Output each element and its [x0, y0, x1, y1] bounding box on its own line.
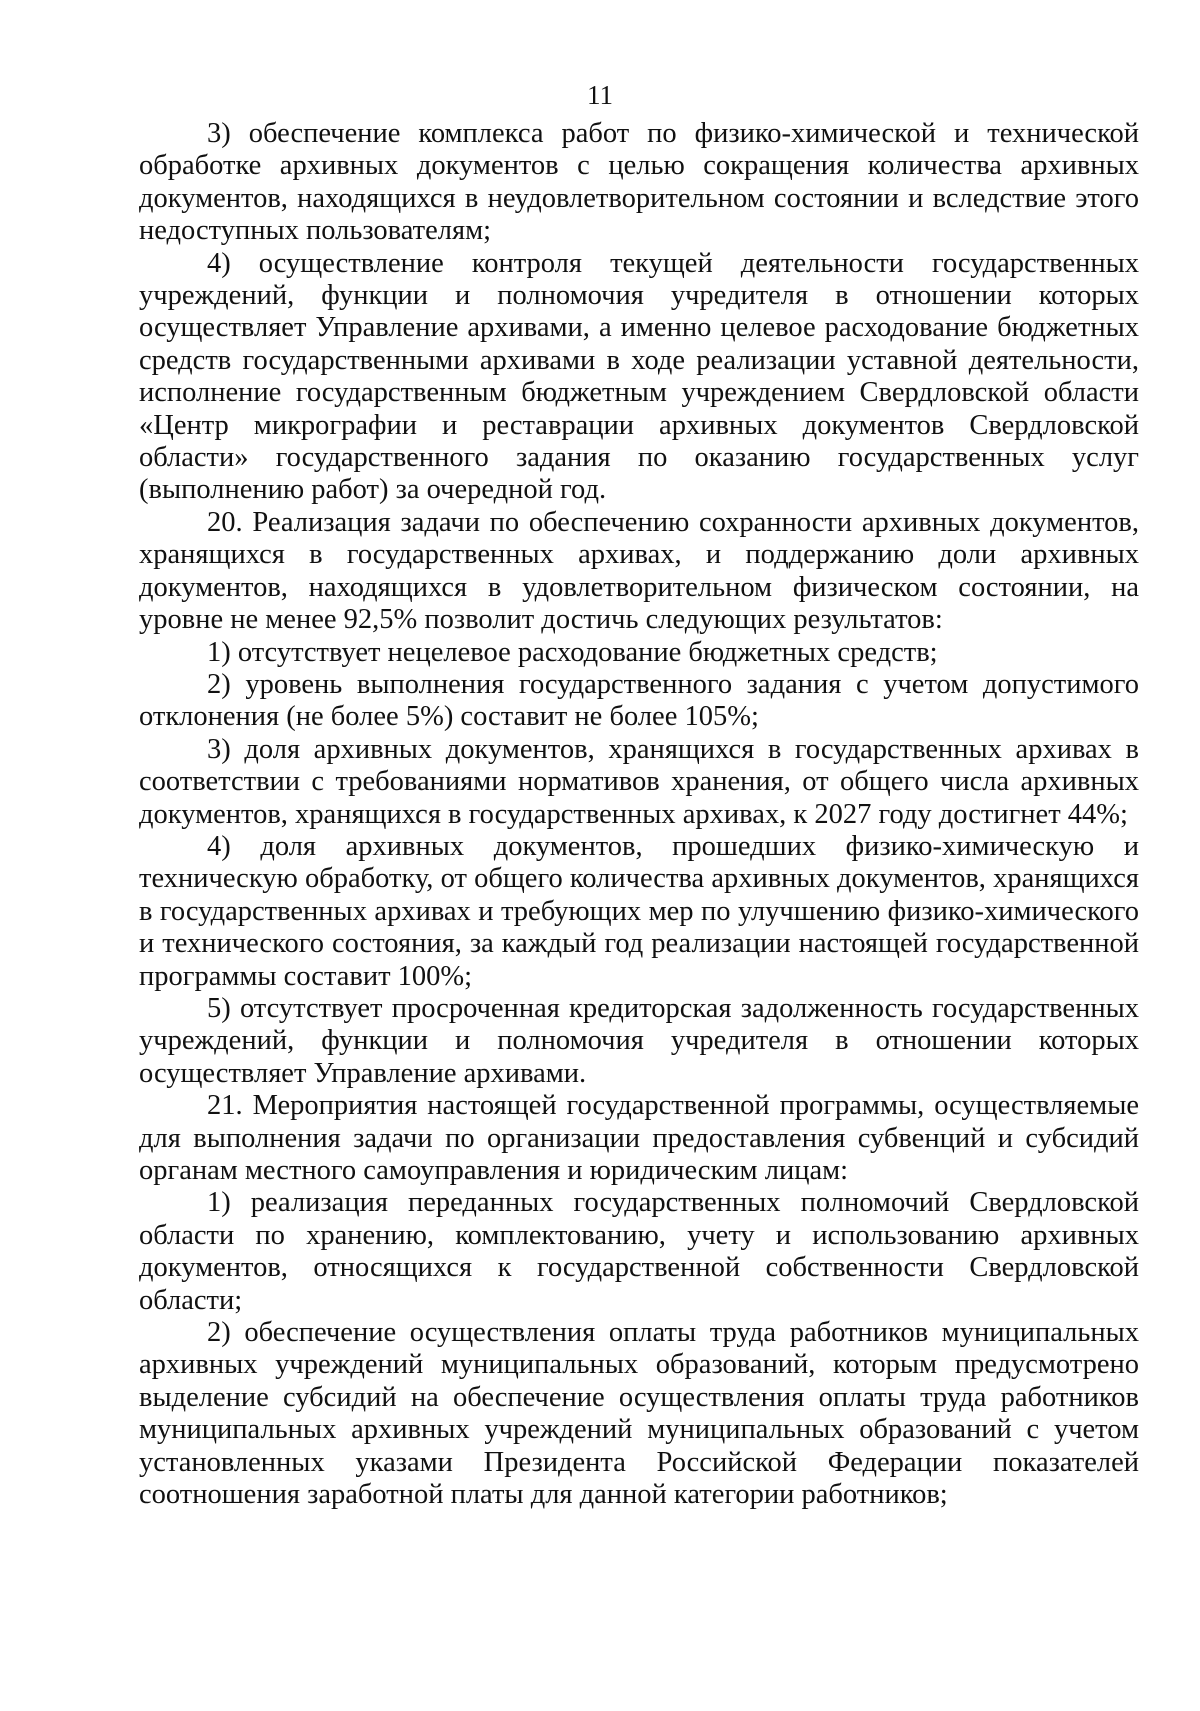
paragraph-result-3: 3) доля архивных документов, хранящихся в государственных архивах в соответствии с требованиями нормативов хранения, от общего числа архивных документов, хранящихся в государственных архивах, к 2027 году достигнет 44%;	[139, 733, 1139, 830]
paragraph-item-4-activity-control: 4) осуществление контроля текущей деятельности государственных учреждений, функции и полномочия учредителя в отношении которых осуществляет Управление архивами, а именно целевое расходование бюджетных средств государственными архивами в ходе реализации уставной деятельности, исполнение государственным бюджетным учреждением Свердловской области «Центр микрографии и реставрации архивных документов Свердловской области» государственного задания по оказанию государственных услуг (выполнению работ) за очередной год.	[139, 247, 1139, 506]
paragraph-section-20: 20. Реализация задачи по обеспечению сохранности архивных документов, хранящихся в государственных архивах, и поддержанию доли архивных документов, находящихся в удовлетворительном физическом состоянии, на уровне не менее 92,5% позволит достичь следующих результатов:	[139, 506, 1139, 636]
document-body	[139, 118, 1139, 1511]
paragraph-section-21: 21. Мероприятия настоящей государственной программы, осуществляемые для выполнения задачи по организации предоставления субвенций и субсидий органам местного самоуправления и юридическим лицам:	[139, 1090, 1139, 1186]
page-number: 11	[587, 80, 613, 110]
paragraph-measure-1: 1) реализация переданных государственных полномочий Свердловской области по хранению, комплектованию, учету и использованию архивных документов, относящихся к государственной собственности Свердловской области;	[139, 1187, 1139, 1316]
paragraph-result-4: 4) доля архивных документов, прошедших физико-химическую и техническую обработку, от общего количества архивных документов, хранящихся в государственных архивах и требующих мер по улучшению физико-химического и технического состояния, за каждый год реализации настоящей государственной программы составит 100%;	[139, 830, 1139, 992]
paragraph-result-2: 2) уровень выполнения государственного задания с учетом допустимого отклонения (не более 5%) составит не более 105%;	[139, 668, 1139, 733]
paragraph-result-1: 1) отсутствует нецелевое расходование бюджетных средств;	[207, 636, 938, 668]
paragraph-measure-2: 2) обеспечение осуществления оплаты труда работников муниципальных архивных учреждений муниципальных образований, которым предусмотрено выделение субсидий на обеспечение осуществления оплаты труда работников муниципальных архивных учреждений муниципальных образований с учетом установленных указами Президента Российской Федерации показателей соотношения заработной платы для данной категории работников;	[139, 1317, 1139, 1511]
paragraph-result-5: 5) отсутствует просроченная кредиторская задолженность государственных учреждений, функции и полномочия учредителя в отношении которых осуществляет Управление архивами.	[139, 992, 1139, 1089]
paragraph-item-3-physico-chemical-processing: 3) обеспечение комплекса работ по физико-химической и технической обработке архивных документов с целью сокращения количества архивных документов, находящихся в неудовлетворительном состоянии и вследствие этого недоступных пользователям;	[139, 118, 1139, 247]
